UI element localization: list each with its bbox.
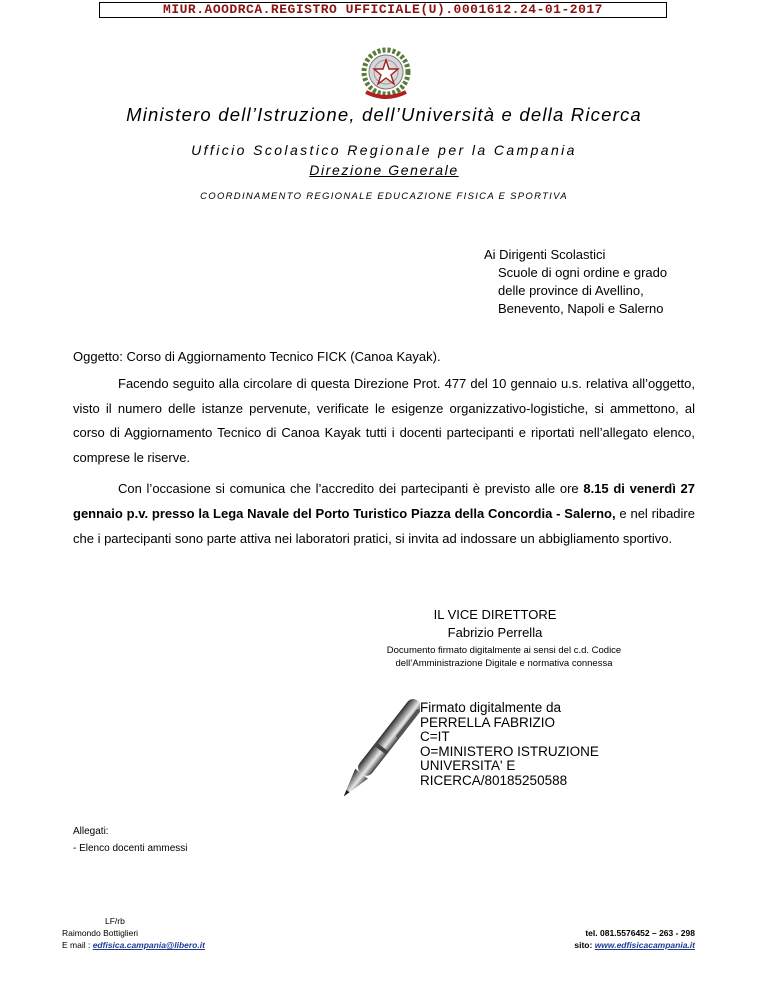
footer-info [574,927,695,951]
addressee-line: delle province di Avellino, [498,283,644,298]
attachment-item: - Elenco docenti ammessi [73,843,188,854]
italian-republic-emblem-icon [354,46,418,102]
addressee-line: Ai Dirigenti Scolastici [484,247,606,262]
body-paragraph [73,476,695,551]
footer-email-line [62,939,205,951]
digital-signature-line: Firmato digitalmente da [420,700,562,715]
site-label: sito: [574,940,595,950]
digital-signature-line: PERRELLA FABRIZIO [420,714,556,730]
attachments-block [73,823,188,857]
directorate-heading [0,162,768,178]
body-paragraph: Facendo seguito alla circolare di questa Direzione Prot. 477 del 10 gennaio u.s. relativa all’oggetto, visto il numero delle istanze pervenute, verificate le esigenze organizzativo-logistiche, si ammettono, al corso di Aggiornamento Tecnico di Canoa Kayak tutti i docenti partecipanti e riportati nell’allegato elenco, comprese le riserve. [73,376,695,465]
body-text-span: Con l’occasione si comunica che l’accredito dei partecipanti è previsto alle ore [118,481,584,496]
body-text-span: e nel ribadire che i partecipanti sono parte attiva nei laboratori pratici, si invita ad indossare un abbigliamento sportivo. [73,506,695,546]
event-details: 8.15 di venerdì 27 gennaio p.v. presso la Lega Navale del Porto Turistico Piazza della Concordia - Salerno, [73,481,695,521]
pen-icon [340,688,420,812]
coordination-heading: COORDINAMENTO REGIONALE EDUCAZIONE FISICA E SPORTIVA [200,191,568,202]
subject-line: Oggetto: Corso di Aggiornamento Tecnico FICK (Canoa Kayak). [73,349,441,364]
digital-signature-block [420,701,599,788]
digital-signature-line: RICERCA/80185250588 [420,772,568,788]
protocol-stamp: MIUR.AOODRCA.REGISTRO UFFICIALE(U).0001612.24-01-2017 [99,2,667,18]
addressee-line: Scuole di ogni ordine e grado [498,265,668,280]
signature-note [354,644,654,670]
directorate-label: Direzione Generale [309,162,459,178]
footer-phone: tel. 081.5576452 – 263 - 298 [585,928,695,938]
letter-body [73,372,695,551]
footer-initials: LF/rb [105,916,125,926]
digital-signature-line: UNIVERSITA' E [420,758,516,773]
signer-name: Fabrizio Perrella [447,625,543,640]
ministry-title: Ministero dell’Istruzione, dell’Università e della Ricerca [126,104,642,125]
attachments-label: Allegati: [73,826,109,837]
digital-signature-line: O=MINISTERO ISTRUZIONE [420,743,599,759]
digital-signature-line: C=IT [420,729,450,744]
signature-note-line: Documento firmato digitalmente ai sensi del c.d. Codice [386,645,622,656]
footer-contact-name: Raimondo Bottiglieri [62,928,139,938]
email-link[interactable]: edfisica.campania@libero.it [92,940,205,950]
signature-note-line: dell’Amministrazione Digitale e normativa connessa [395,658,613,669]
addressee-block [484,246,667,318]
footer-contact [62,915,205,951]
regional-office: Ufficio Scolastico Regionale per la Campania [191,142,577,158]
signer-title: IL VICE DIRETTORE [433,607,557,622]
email-label: E mail : [62,940,93,950]
addressee-line: Benevento, Napoli e Salerno [498,301,664,316]
footer-site-line [574,939,695,951]
website-link[interactable]: www.edfisicacampania.it [594,940,695,950]
